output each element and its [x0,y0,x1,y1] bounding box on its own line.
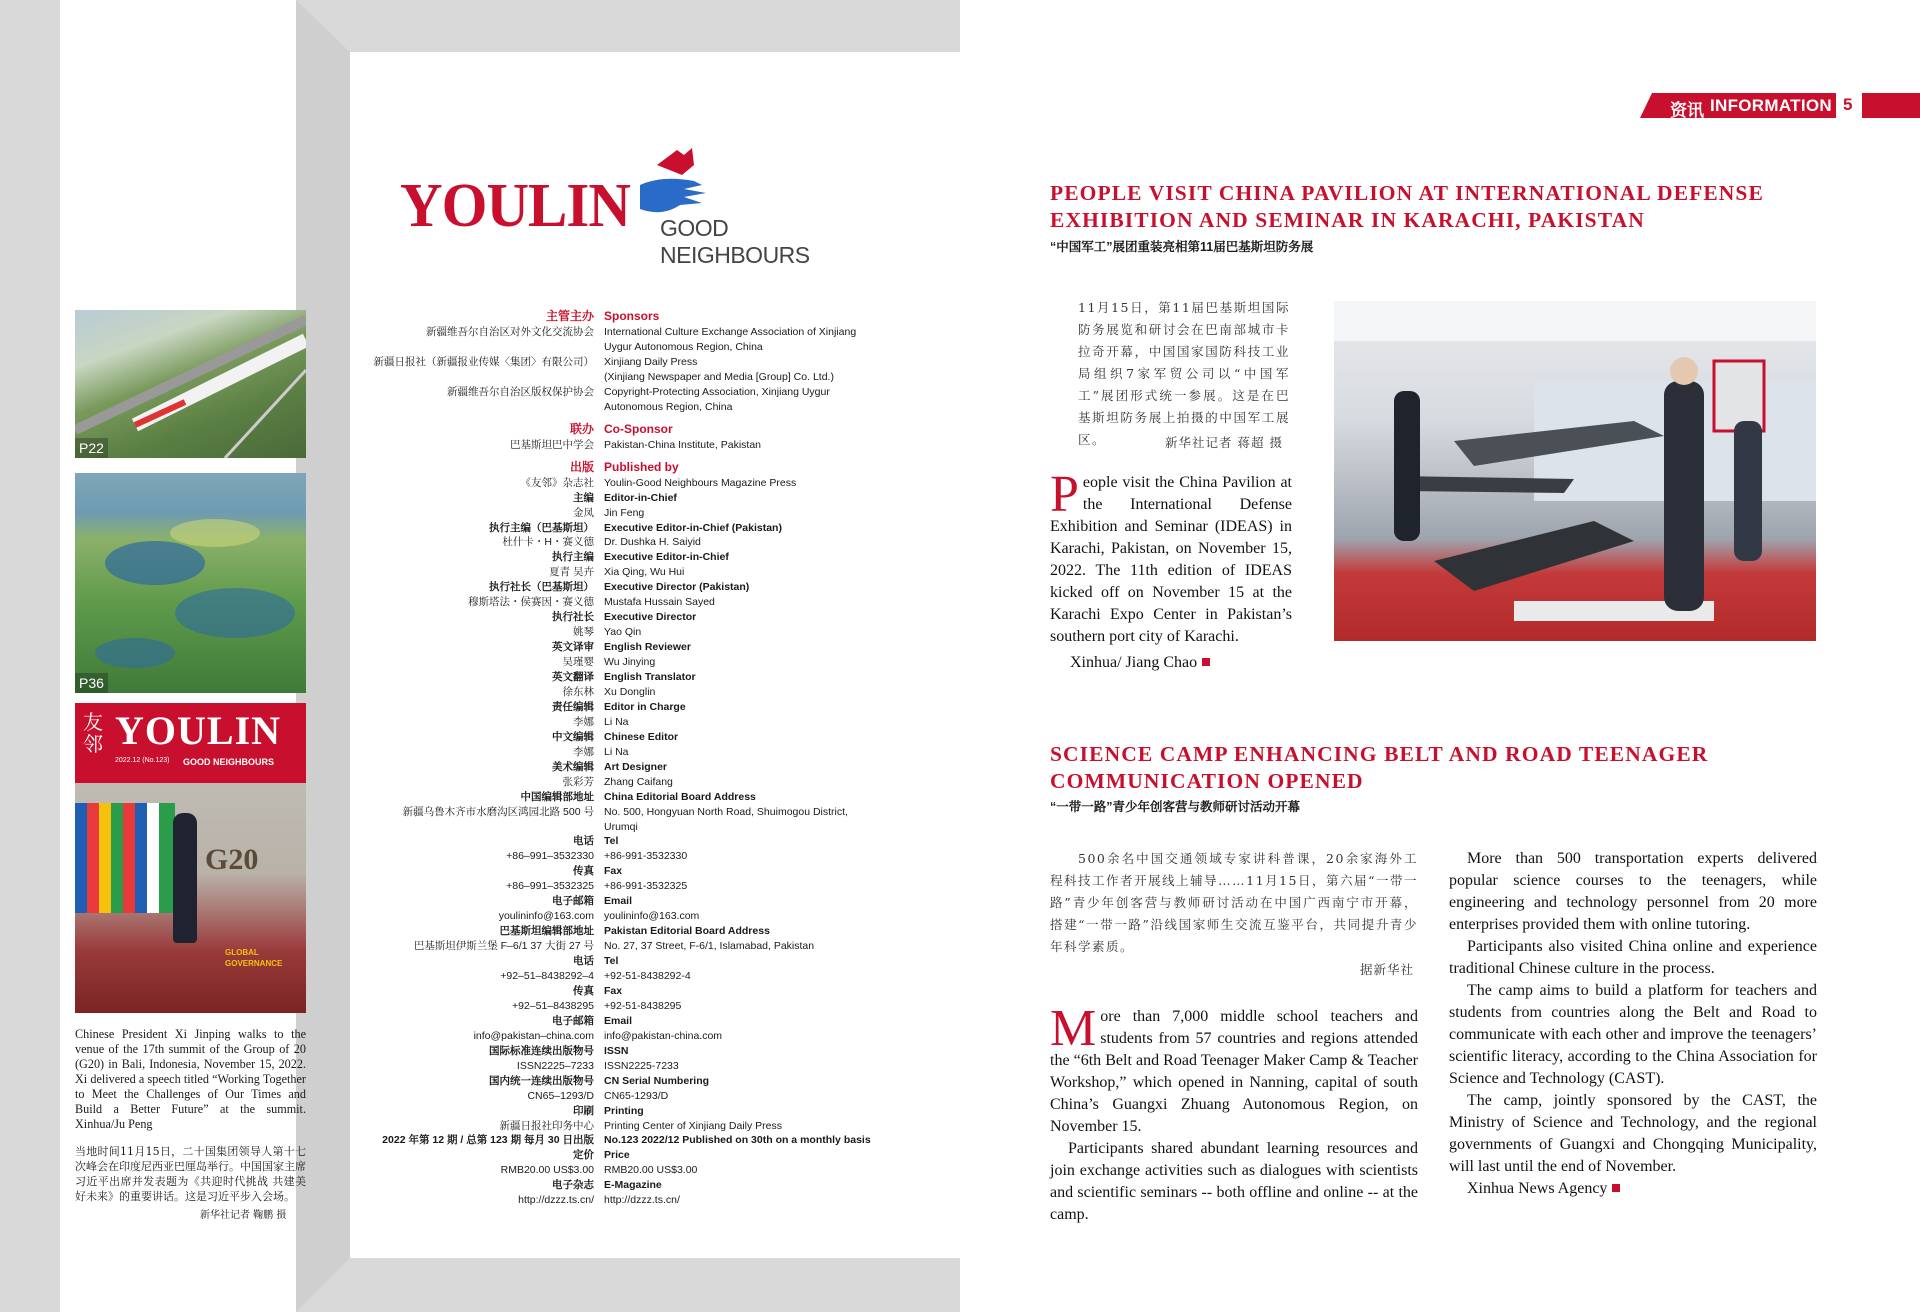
masthead-en-label: Pakistan Editorial Board Address [604,925,770,938]
masthead-en-label: Copyright-Protecting Association, Xinjiang Uygur [604,385,830,398]
article1-credit-text: Xinhua/ Jiang Chao [1070,654,1198,671]
article2-p2: Participants shared abundant learning resources and join exchange activities such as dialogues with scientists and scientific seminars -- both offline and online -- at the camp. [1050,1140,1418,1223]
article2-cn-text: 500余名中国交通领域专家讲科普课，20余家海外工程科技工作者开展线上辅导……11月15日，第六届“一带一路”青少年创客营与教师研讨活动在中国广西南宁市开幕，搭建“一带一路”沿线国家师生交流互鉴平台，共同提升青少年科学素质。 [1050,851,1418,954]
wetland-illustration [75,473,306,693]
masthead-cn-label: 国际标准连续出版物号 [489,1044,594,1057]
page-number: 5 [1843,95,1853,114]
masthead-cn-label: 新疆日报社（新疆报业传媒〈集团〉有限公司） [373,355,594,368]
masthead-en-label: Pakistan-China Institute, Pakistan [604,438,761,451]
masthead-cn-label: 定价 [573,1149,594,1162]
masthead-cn-label: ISSN2225–7233 [516,1059,594,1072]
defense-exhibition-photo[interactable] [1334,301,1816,641]
article2-credit [1449,1178,1817,1200]
section-en: INFORMATION [1710,96,1832,115]
masthead-cn-label: 执行社长 [552,611,594,624]
magazine-cover-thumbnail[interactable] [75,703,306,1013]
masthead-cn-label: 执行主编 [552,551,594,564]
masthead-cn-label: 英文译审 [552,641,594,654]
article1-title-cn: “中国军工”展团重装亮相第11届巴基斯坦防务展 [1050,240,1314,254]
masthead-en-label: Mustafa Hussain Sayed [604,596,715,609]
masthead-en-label: Xinjiang Daily Press [604,355,698,368]
masthead-cn-label: CN65–1293/D [527,1089,594,1102]
masthead-en-label: Uygur Autonomous Region, China [604,340,763,353]
masthead-en-label: Fax [604,984,623,997]
article2-title: SCIENCE CAMP ENHANCING BELT AND ROAD TEENAGER COMMUNICATION OPENED [1050,742,1709,793]
masthead-en-label: Email [604,895,633,908]
masthead-en-label: Printing Center of Xinjiang Daily Press [604,1119,782,1132]
cover-brand: YOULIN [115,708,282,753]
masthead-cn-label: 张彩芳 [562,775,594,788]
masthead-en-label: Dr. Dushka H. Saiyid [604,536,701,549]
masthead-en-label: Email [604,1014,633,1027]
masthead-cn-label: 穆斯塔法・侯赛因・赛义德 [468,596,594,609]
masthead-cn-label: 国内统一连续出版物号 [489,1074,594,1087]
article1-credit [1070,652,1210,674]
masthead-en-label: Executive Director (Pakistan) [604,581,750,594]
masthead-en-label: Jin Feng [604,506,645,519]
masthead-cn-label: 出版 [569,459,594,474]
masthead-en-label: E-Magazine [604,1179,662,1192]
masthead-en-label: Published by [604,459,679,474]
masthead-cn-label: +92–51–8438295 [511,999,594,1012]
masthead-cn-label: +92–51–8438292–4 [500,970,594,982]
article2-cn-credit: 据新华社 [1360,962,1415,977]
article2-p1-text: ore than 7,000 middle school teachers and students from 57 countries and regions attended the “6th Belt and Road Teenager Maker Camp & Teacher Workshop,” which opened in Nanning, capital of south China’s Guangxi Zhuang Autonomous Region, on November 15. [1050,1008,1418,1135]
masthead-cn-label: 巴基斯坦编辑部地址 [499,925,594,938]
masthead-cn-label: 传真 [573,984,594,997]
masthead-cn-label: 新疆乌鲁木齐市水磨沟区鸿园北路 500 号 [402,805,594,818]
masthead-en-label: (Xinjiang Newspaper and Media [Group] Co. Ltd.) [604,370,834,383]
end-mark [1612,1184,1620,1192]
masthead-cn-label: 新疆日报社印务中心 [499,1119,594,1132]
thumbnail-train-photo[interactable] [75,310,306,458]
cover-g20: G20 [205,843,259,876]
masthead-en-label: Xia Qing, Wu Hui [604,566,685,579]
dropcap: M [1050,1000,1097,1057]
masthead-en-label: +86-991-3532325 [604,880,688,893]
masthead-en-label: ISSN [604,1044,629,1057]
page-ref-label: P22 [75,438,108,458]
masthead-cn-label: 执行社长（巴基斯坦） [489,581,594,594]
dropcap: P [1050,466,1079,523]
masthead-cn-label: 巴基斯坦伊斯兰堡 F–6/1 37 大街 27 号 [413,940,594,953]
masthead-en-label: Autonomous Region, China [604,400,733,413]
masthead-cn-label: 主编 [573,491,594,504]
masthead-en-label: Li Na [604,715,629,728]
masthead-en-label: Urumqi [604,820,638,833]
masthead-cn-label: 电话 [573,835,594,848]
masthead-en-label: Li Na [604,745,629,758]
masthead-cn-label: 2022 年第 12 期 / 总第 123 期 每月 30 日出版 [382,1134,594,1147]
page-ref-label: P36 [75,673,108,693]
cover-issue: 2022.12 (No.123) [115,757,170,764]
article2-credit-text: Xinhua News Agency [1467,1180,1608,1197]
masthead-en-label: No. 500, Hongyuan North Road, Shuimogou District, [604,805,848,818]
masthead-en-label: English Reviewer [604,641,691,654]
masthead-cn-label: +86–991–3532325 [506,880,594,893]
masthead-en-label: Tel [604,955,619,968]
masthead-en-label: Tel [604,835,619,848]
article2-p3: More than 500 transportation experts delivered popular science courses to the teenagers, while engineering and technology personnel from 20 more enterprises provided them with online tutoring. [1449,850,1817,933]
masthead-cn-label: 李娜 [573,715,594,728]
masthead-en-label: Zhang Caifang [604,775,673,788]
masthead-en-label: Executive Editor-in-Chief [604,551,729,564]
masthead-title: YOULIN [400,172,630,240]
masthead-cn-label: 电子邮箱 [552,1014,594,1027]
masthead-en-label: Yao Qin [604,626,642,639]
header-red-tab [1862,93,1920,118]
cover-caption-en: Chinese President Xi Jinping walks to the venue of the 17th summit of the Group of 20 (G20) in Bali, Indonesia, November 15, 2022. Xi delivered a speech titled “Working Together to Meet the Challenges of Our Times and Build a Better Future” at the summit. Xinhua/Ju Peng [75,1027,306,1131]
masthead-cn-label: 英文翻译 [552,671,594,683]
masthead-en-label: ISSN2225-7233 [604,1059,679,1072]
masthead-cn-label: 巴基斯坦巴中学会 [510,438,594,451]
masthead-en-label: Editor-in-Chief [604,491,677,504]
masthead-en-label: +92-51-8438295 [604,999,682,1012]
article2-title-cn: “一带一路”青少年创客营与教师研讨活动开幕 [1050,800,1301,814]
masthead-en-label: No.123 2022/12 Published on 30th on a monthly basis [604,1134,871,1147]
masthead-en-label: CN65-1293/D [604,1089,669,1102]
masthead-cn-label: youlininfo@163.com [498,910,594,923]
end-mark [1202,658,1210,666]
cover-side-2: GOVERNANCE [225,959,283,968]
article2-p4: Participants also visited China online and experience traditional Chinese culture in the process. [1449,938,1817,977]
masthead-cn-label: 传真 [573,865,594,878]
masthead-cn-label: 中文编辑 [552,730,594,743]
cover-caption-cn: 当地时间11月15日，二十国集团领导人第十七次峰会在印度尼西亚巴厘岛举行。中国国家主席习近平出席并发表题为《共迎时代挑战 共建美好未来》的重要讲话。这是习近平步入会场。 [75,1145,306,1203]
masthead-cn-label: 美术编辑 [552,760,594,773]
article2-p6: The camp, jointly sponsored by the CAST, the Ministry of Science and Technology, and the regional governments of Guangxi and Chongqing Municipality, will last until the end of November. [1449,1092,1817,1175]
masthead-en-label: +86-991-3532330 [604,850,688,863]
section-header-bar [1640,93,1840,118]
masthead-en-label: Xu Donglin [604,685,656,698]
masthead-en-label: Executive Director [604,611,697,624]
flags-row [75,803,175,913]
masthead-en-label: Fax [604,865,623,878]
masthead-cn-label: 电子杂志 [552,1179,594,1192]
masthead-subtitle: GOOD NEIGHBOURS [660,215,810,268]
masthead-cn-label: http://dzzz.ts.cn/ [518,1194,594,1207]
article2-p5: The camp aims to build a platform for teachers and students from countries along the Belt and Road to communicate with each other and improve the teenagers’ scientific literacy, according to the China Association for Science and Technology (CAST). [1449,982,1817,1087]
train-illustration [75,310,306,458]
masthead-en-label: Executive Editor-in-Chief (Pakistan) [604,521,782,534]
masthead-en-label: http://dzzz.ts.cn/ [604,1194,680,1207]
masthead-en-label: Youlin-Good Neighbours Magazine Press [604,476,797,489]
masthead-en-label: Price [604,1149,630,1162]
masthead-cn-label: RMB20.00 US$3.00 [500,1164,594,1177]
masthead-en-label: Chinese Editor [604,730,679,743]
article1-en-text: eople visit the China Pavilion at the International Defense Exhibition and Seminar (IDEAS) in Karachi, Pakistan, on November 15, 2022. The 11th edition of IDEAS kicked off on November 15 at the Karachi Expo Center in Pakistan’s southern port city of Karachi. [1050,474,1292,645]
masthead-cn-label: 印刷 [573,1104,594,1117]
section-cn: 资讯 [1670,101,1704,120]
masthead-en-label: Wu Jinying [604,656,656,669]
masthead-cn-label: +86–991–3532330 [506,850,594,863]
cover-header [75,703,306,783]
masthead-cn-label: 新疆维吾尔自治区对外文化交流协会 [426,326,594,338]
masthead-cn-label: 责任编辑 [552,700,594,713]
masthead-en-label: Sponsors [604,309,660,323]
masthead-logo [400,145,870,268]
cover-caption-credit: 新华社记者 鞠鹏 摄 [200,1210,287,1221]
masthead-en-label: Printing [604,1104,644,1117]
masthead-cn-label: info@pakistan–china.com [473,1029,594,1042]
masthead-en-label: +92-51-8438292-4 [604,970,691,982]
masthead-cn-label: 徐东林 [562,685,594,698]
masthead-en-label: English Translator [604,671,696,683]
article2-col2 [1449,848,1817,1200]
masthead-en-label: No. 27, 37 Street, F-6/1, Islamabad, Pakistan [604,940,815,953]
masthead-en-label: youlininfo@163.com [604,910,700,923]
masthead-en-label: Art Designer [604,760,668,773]
article1-cn-credit: 新华社记者 蒋超 摄 [1165,435,1283,450]
masthead-cn-label: 新疆维吾尔自治区版权保护协会 [447,385,594,398]
masthead-cn-label: 中国编辑部地址 [520,790,594,803]
masthead-cn-label: 电话 [573,955,594,968]
cover-side-1: GLOBAL [225,948,259,957]
masthead-cn-label: 杜什卡・H・赛义德 [502,536,594,549]
exhibition-illustration [1334,301,1816,641]
masthead-cn-label: 李娜 [573,745,594,758]
article1-cn-text: 11月15日，第11届巴基斯坦国际防务展览和研讨会在巴南部城市卡拉奇开幕，中国国家国防科技工业局组织7家军贸公司以“中国军工”展团形式统一参展。这是在巴基斯坦防务展上拍摄的中国军工展区。 [1078,300,1290,447]
masthead-en-label: CN Serial Numbering [604,1074,710,1087]
article2-col1 [1050,1000,1418,1226]
president-figure [173,813,197,943]
masthead-en-label: Co-Sponsor [604,421,673,436]
masthead-en-label: Editor in Charge [604,700,686,713]
article2-p1 [1050,1000,1418,1138]
cover-brand-cn: 友 邻 [83,710,103,756]
masthead-en-label: China Editorial Board Address [604,790,756,803]
masthead-en-label: info@pakistan-china.com [604,1029,723,1042]
masthead-en-label: International Culture Exchange Association of Xinjiang [604,326,857,338]
masthead-cn-label: 执行主编（巴基斯坦） [489,521,594,534]
masthead-cn-label: 电子邮箱 [552,895,594,908]
masthead-cn-label: 姚琴 [573,626,594,639]
article1-title: PEOPLE VISIT CHINA PAVILION AT INTERNATIONAL DEFENSE EXHIBITION AND SEMINAR IN KARACHI, PAKISTAN [1050,181,1764,232]
masthead-cn-label: 联办 [569,421,594,436]
masthead-cn-label: 主管主办 [545,309,594,323]
masthead-cn-label: 《友邻》杂志社 [520,476,594,489]
masthead-cn-label: 金凤 [573,506,594,519]
masthead-cn-label: 吴瑾婴 [562,656,594,669]
cover-subtitle: GOOD NEIGHBOURS [183,757,275,767]
masthead-cn-label: 夏青 吴卉 [549,566,594,579]
thumbnail-wetland-photo[interactable] [75,473,306,693]
article1-body [1050,466,1292,648]
masthead-en-label: RMB20.00 US$3.00 [604,1164,698,1177]
